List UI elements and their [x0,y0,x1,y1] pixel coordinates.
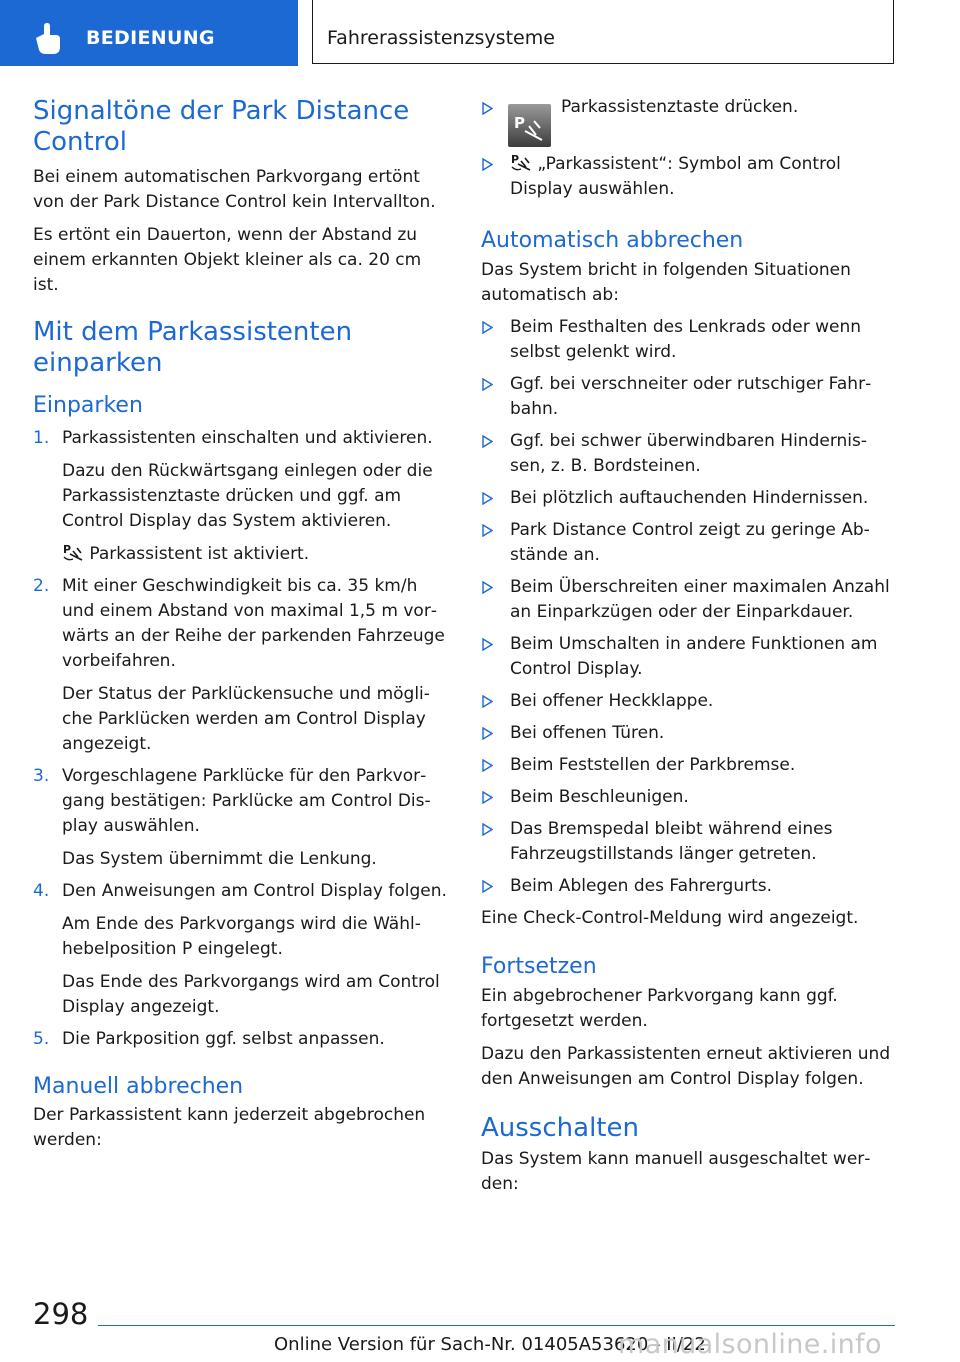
section-label: BEDIENUNG [86,27,215,49]
list-item [481,721,895,746]
step-detail: Das System übernimmt die Lenkung. [62,849,377,869]
bullet-triangle-icon [482,435,493,448]
park-assist-icon [510,152,532,172]
left-column [33,96,447,1153]
list-item [481,152,895,202]
list-text: Beim Feststellen der Parkbremse. [510,755,796,775]
bullet-triangle-icon [482,378,493,391]
chapter-tab [312,0,894,64]
step-detail: Der Status der Parklückensuche und mögliche Parklücken werden am Control Display angezeigt. [62,684,430,754]
right-column [481,96,895,1197]
svg-text:P: P [514,114,525,132]
svg-text:P: P [63,543,72,556]
step-number: 2. [33,576,50,596]
paragraph: Dazu den Parkassistenten erneut aktivieren und den Anweisungen am Control Display folgen. [481,1044,891,1089]
list-item [481,372,895,422]
list-item [481,429,895,479]
park-button-icon [508,104,551,147]
list-text: Parkassistenztaste drücken. [561,97,799,117]
svg-text:P: P [511,153,520,166]
step-detail: Am Ende des Parkvorgangs wird die Wählhebelposition P eingelegt. [62,914,421,959]
list-item [33,764,447,872]
list-text: Beim Festhalten des Lenkrads oder wenn selbst gelenkt wird. [510,317,862,362]
bullet-triangle-icon [482,880,493,893]
bullet-triangle-icon [482,158,493,171]
bullet-triangle-icon [482,695,493,708]
list-text: „Parkassistent“: Symbol am Control Display auswählen. [510,154,841,199]
watermark: manualsonline.info [618,1329,882,1360]
bullet-triangle-icon [482,581,493,594]
paragraph: Ein abgebrochener Parkvorgang kann ggf. fortgesetzt werden. [481,986,838,1031]
list-text: Ggf. bei schwer überwindbaren Hindernissen, z. B. Bordsteinen. [510,431,868,476]
list-item [33,426,447,567]
list-item [481,785,895,810]
list-item [33,574,447,757]
list-text: Beim Umschalten in andere Funktionen am Control Display. [510,634,878,679]
page-header [0,0,960,66]
chapter-title: Fahrerassistenzsysteme [327,27,555,49]
bullet-triangle-icon [482,492,493,505]
step-number: 1. [33,428,50,448]
bullet-triangle-icon [482,759,493,772]
step-detail-text: Parkassistent ist aktiviert. [89,544,310,564]
paragraph: Eine Check-Control-Meldung wird angezeigt. [481,908,859,928]
list-text: Das Bremspedal bleibt während eines Fahrzeugstillstands länger getreten. [510,819,833,864]
step-text: Die Parkposition ggf. selbst anpassen. [62,1029,385,1049]
list-text: Beim Ablegen des Fahrergurts. [510,876,773,896]
step-detail: Dazu den Rückwärtsgang einlegen oder die Parkassistenztaste drücken und ggf. am Control Display das System aktivieren. [62,461,433,531]
heading-einparken: Einparken [33,393,143,418]
list-item [33,879,447,1020]
step-detail [62,542,447,567]
list-item [481,632,895,682]
list-item [481,96,895,146]
step-number: 5. [33,1029,50,1049]
bullet-triangle-icon [482,823,493,836]
auto-cancel-list [481,315,895,899]
bullet-triangle-icon [482,102,493,115]
online-version-note: Online Version für Sach-Nr. 01405A53620 - II/22 [274,1334,706,1355]
paragraph: Das System bricht in folgenden Situationen automatisch ab: [481,260,851,305]
footer-divider [98,1325,895,1326]
list-item [481,575,895,625]
list-text: Park Distance Control zeigt zu geringe Abstände an. [510,520,870,565]
bullet-triangle-icon [482,638,493,651]
paragraph: Es ertönt ein Dauerton, wenn der Abstand zu einem erkannten Objekt kleiner als ca. 20 cm ist. [33,225,422,295]
list-text: Beim Beschleunigen. [510,787,689,807]
list-item [33,1027,447,1052]
step-text: Vorgeschlagene Parklücke für den Parkvorgang bestätigen: Parklücke am Control Display auswählen. [62,766,431,836]
bullet-triangle-icon [482,321,493,334]
list-item [481,518,895,568]
steps-list [33,426,447,1052]
hand-pointer-icon [30,22,64,56]
bullet-triangle-icon [482,524,493,537]
paragraph: Bei einem automatischen Parkvorgang ertönt von der Park Distance Control kein Intervallton. [33,167,436,212]
list-item [481,753,895,778]
step-text: Mit einer Geschwindigkeit bis ca. 35 km/h und einem Abstand von maximal 1,5 m vorwärts an der Reihe der parkenden Fahrzeuge vorbeifahren. [62,576,445,671]
heading-signaltoene: Signaltöne der Park Distance Control [33,96,410,157]
list-text: Bei plötzlich auftauchenden Hindernissen. [510,488,869,508]
bullet-triangle-icon [482,791,493,804]
heading-einparken-main: Mit dem Parkassistenten einparken [33,317,353,378]
heading-ausschalten: Ausschalten [481,1113,639,1143]
step-text: Den Anweisungen am Control Display folgen. [62,881,447,901]
list-text: Ggf. bei verschneiter oder rutschiger Fahrbahn. [510,374,872,419]
list-item [481,315,895,365]
list-item [481,817,895,867]
step-number: 3. [33,766,50,786]
section-tab [0,0,298,66]
paragraph: Das System kann manuell ausgeschaltet werden: [481,1149,871,1194]
paragraph: Der Parkassistent kann jederzeit abgebrochen werden: [33,1105,426,1150]
cancel-steps-list [481,96,895,202]
list-item [481,689,895,714]
heading-manuell-abbrechen: Manuell abbrechen [33,1074,244,1099]
list-item [481,874,895,899]
step-number: 4. [33,881,50,901]
step-detail: Das Ende des Parkvorgangs wird am Control Display angezeigt. [62,972,440,1017]
step-text: Parkassistenten einschalten und aktivieren. [62,428,433,448]
page-number: 298 [33,1297,89,1331]
park-assist-icon [62,542,84,562]
list-text: Bei offenen Türen. [510,723,665,743]
heading-automatisch-abbrechen: Automatisch abbrechen [481,228,744,253]
list-item [481,486,895,511]
heading-fortsetzen: Fortsetzen [481,954,597,979]
list-text: Beim Überschreiten einer maximalen Anzahl an Einparkzügen oder der Einparkdauer. [510,577,890,622]
list-text: Bei offener Heckklappe. [510,691,714,711]
bullet-triangle-icon [482,727,493,740]
